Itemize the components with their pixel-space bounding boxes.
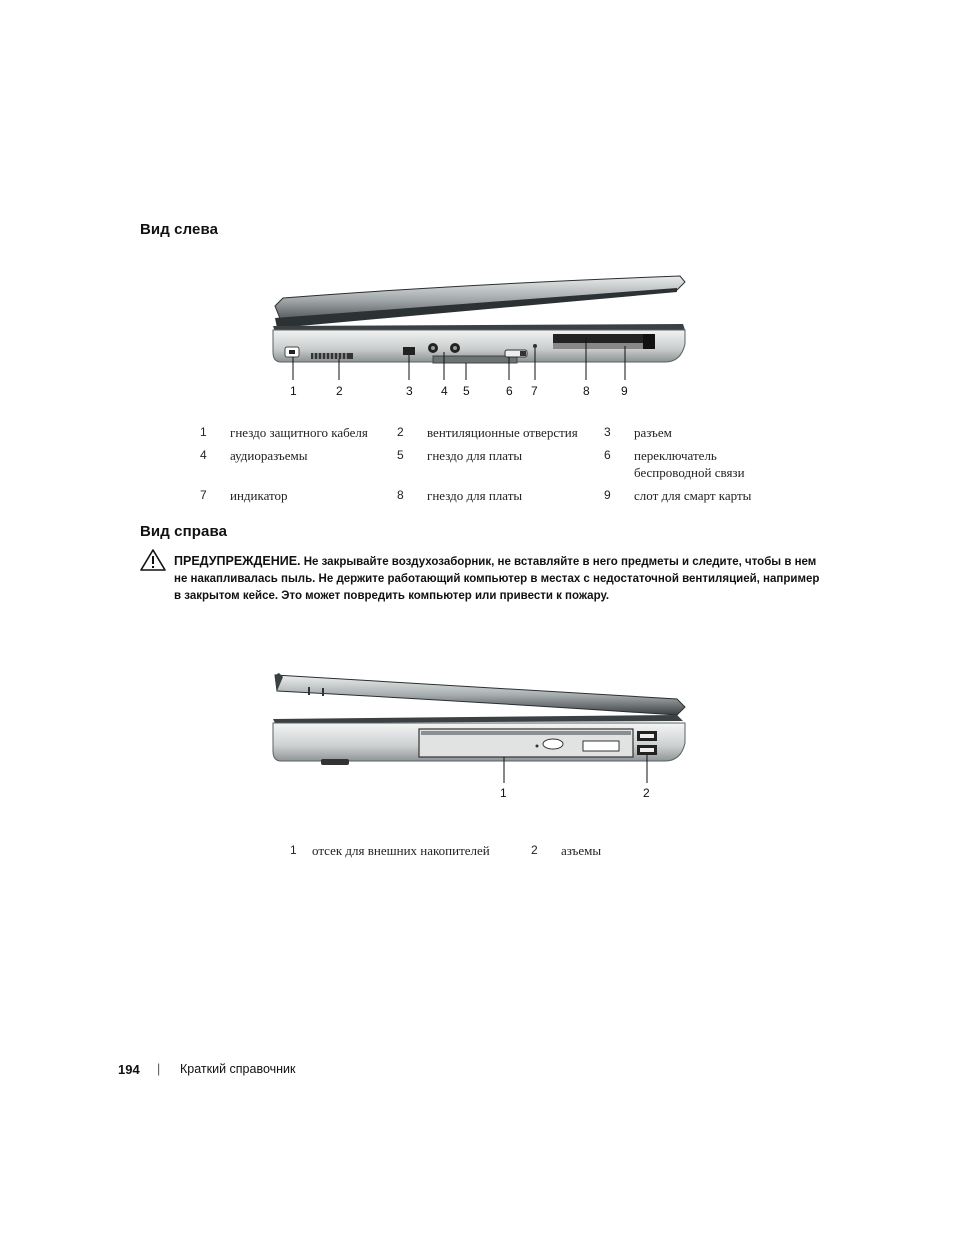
legend-text: разъем <box>634 425 672 440</box>
callout-number: 7 <box>531 384 538 398</box>
legend-number: 7 <box>200 488 207 502</box>
legend-number: 8 <box>397 488 404 502</box>
legend-text: гнездо для платы <box>427 448 523 463</box>
warning-text: Не закрывайте воздухозаборник, не вставляйте в него предметы и следите, чтобы в нем не накапливалась пыль. Не держите работающий компьютер в местах с недостаточной вентиляцией, например в закрытом кейсе. Это может повредить компьютер или привести к пожару. <box>174 556 820 602</box>
footer-separator: | <box>157 1062 161 1076</box>
legend-text: азъемы <box>561 843 602 858</box>
callout-number: 3 <box>406 384 413 398</box>
legend-number: 9 <box>604 488 611 502</box>
legend-text: слот для смарт карты <box>634 488 752 503</box>
callout-number: 6 <box>506 384 513 398</box>
legend-number: 2 <box>531 843 538 857</box>
legend-number: 5 <box>397 448 404 462</box>
laptop-right-side-illustration <box>265 665 695 785</box>
legend-text: гнездо защитного кабеля <box>230 425 368 440</box>
callout-number: 5 <box>463 384 470 398</box>
legend-number: 1 <box>200 425 207 439</box>
callout-number: 4 <box>441 384 448 398</box>
legend-number: 3 <box>604 425 611 439</box>
warning-label: ПРЕДУПРЕЖДЕНИЕ. <box>174 554 301 568</box>
callout-number: 1 <box>500 786 507 800</box>
section-title-left-view: Вид слева <box>140 221 219 238</box>
callout-number: 9 <box>621 384 628 398</box>
legend-text: аудиоразъемы <box>230 448 308 463</box>
callout-number: 8 <box>583 384 590 398</box>
legend-number: 4 <box>200 448 207 462</box>
legend-text: индикатор <box>230 488 288 503</box>
legend-text: отсек для внешних накопителей <box>312 843 490 858</box>
warning-icon <box>139 548 167 572</box>
legend-number: 1 <box>290 843 297 857</box>
section-title-right-view: Вид справа <box>140 523 228 540</box>
legend-text: вентиляционные отверстия <box>427 425 578 440</box>
warning-notice <box>174 553 824 605</box>
callout-number: 1 <box>290 384 297 398</box>
legend-number: 2 <box>397 425 404 439</box>
legend-text: переключатель беспроводной связи <box>634 448 745 480</box>
callout-number: 2 <box>643 786 650 800</box>
page-number: 194 <box>118 1062 140 1077</box>
laptop-left-side-illustration <box>265 270 695 380</box>
footer-doc-title: Краткий справочник <box>180 1062 296 1076</box>
callout-number: 2 <box>336 384 343 398</box>
legend-text: гнездо для платы <box>427 488 523 503</box>
legend-number: 6 <box>604 448 611 462</box>
